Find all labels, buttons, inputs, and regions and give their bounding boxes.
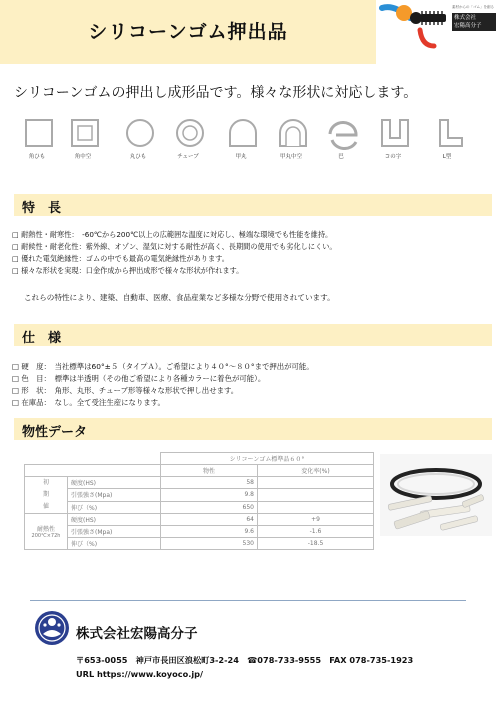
property-change [258, 501, 374, 513]
property-value: 9.8 [161, 489, 258, 501]
property-change: +9 [258, 514, 374, 526]
features-summary: これらの特性により、建築、自動車、医療、食品産業など多様な分野で使用されています。 [24, 293, 335, 302]
intro-text: シリコーンゴムの押出し成形品です。様々な形状に対応します。 [14, 85, 418, 101]
company-logo [34, 610, 70, 650]
solid-circle-icon [123, 118, 163, 150]
company-address: 〒653-0055 神戸市長田区浪松町3-2-24 ☎078-733-9555 FAX 078-735-1923 [76, 655, 414, 665]
spec-item: □ 形 状： 角形、丸形、チューブ形等様々な形状で押し出せます。 [12, 386, 239, 395]
property-value: 530 [161, 538, 258, 550]
shape-label: コの字 [384, 154, 402, 160]
table-title-row [25, 453, 374, 465]
company-url[interactable]: URL https://www.koyoco.jp/ [76, 669, 204, 679]
table-row [25, 538, 374, 550]
specs-header-bar [14, 324, 492, 346]
feature-item: □ 耐候性・耐老化性：紫外線、オゾン、湿気に対する耐性が高く、長期間の使用でも劣化しにくい。 [12, 242, 337, 251]
property-change [258, 477, 374, 489]
logo-tagline: 素材からの「ゴム」を創る [452, 5, 494, 9]
l-shape-icon [432, 118, 472, 150]
logo-badge-line2: 宏陽高分子 [454, 23, 482, 29]
feature-item: □ 様々な形状を実現：口金作成から押出成形で様々な形状が作れます。 [12, 266, 244, 275]
solid-square-icon [22, 118, 62, 150]
shape-label: 丸ひも [129, 154, 147, 160]
table-row [25, 477, 374, 489]
hollow-square-icon [68, 118, 108, 150]
tube-icon [173, 118, 213, 150]
features-heading: 特 長 [22, 201, 62, 216]
spec-item: □ 在庫品： なし。全て受注生産になります。 [12, 398, 165, 407]
table-row [25, 514, 374, 526]
property-name: 引張強さ(Mpa) [68, 489, 161, 501]
shape-label: 角ひも [28, 154, 46, 160]
shape-label: 巴 [338, 154, 344, 160]
property-name: 硬度(HS) [68, 514, 161, 526]
page-title: シリコーンゴム押出品 [88, 21, 288, 43]
property-name: 伸び（%) [68, 538, 161, 550]
property-value: 64 [161, 514, 258, 526]
spec-item: □ 色 目： 標準は半透明（その他ご希望により各種カラーに着色が可能）。 [12, 374, 266, 383]
property-value: 650 [161, 501, 258, 513]
arch-icon [226, 118, 266, 150]
property-value: 9.6 [161, 526, 258, 538]
table-row [25, 489, 374, 501]
u-channel-icon [378, 118, 418, 150]
property-change: -1.6 [258, 526, 374, 538]
shape-label: チューブ [177, 154, 199, 160]
col-header-change: 変化率(%) [258, 465, 374, 477]
property-name: 伸び（%) [68, 501, 161, 513]
company-name: 株式会社宏陽高分子 [76, 626, 198, 642]
company-emblem-icon [34, 610, 70, 646]
silicone-extrusions-image [380, 454, 492, 536]
feature-item: □ 耐熱性・耐寒性： -60℃から200℃以上の広範囲な温度に対応し、極端な環境でも性能を維持。 [12, 230, 333, 239]
shape-label: L型 [442, 154, 452, 160]
col-header-value: 物性 [161, 465, 258, 477]
logo-company-badge [452, 13, 496, 31]
property-change [258, 489, 374, 501]
feature-item: □ 優れた電気絶縁性：ゴムの中でも最高の電気絶縁性があります。 [12, 254, 229, 263]
specs-heading: 仕 様 [22, 331, 62, 346]
property-name: 引張強さ(Mpa) [68, 526, 161, 538]
spec-item: □ 硬 度： 当社標準は60°±５（タイプＡ）。ご希望により４０°～８０°まで押出が可能。 [12, 362, 314, 371]
property-value: 58 [161, 477, 258, 489]
initial-group-label: 初 期 値 [25, 477, 68, 514]
product-photo [380, 454, 492, 536]
table-row [25, 501, 374, 513]
property-change: -18.5 [258, 538, 374, 550]
table-row [25, 526, 374, 538]
property-name: 硬度(HS) [68, 477, 161, 489]
table-title: シリコーンゴム標準品６０° [161, 453, 374, 465]
properties-heading: 物性データ [22, 425, 88, 440]
footer-divider [30, 600, 466, 601]
properties-table [24, 452, 374, 550]
shape-label: 角中空 [74, 154, 92, 160]
features-header-bar [14, 194, 492, 216]
aging-group-label: 耐熱性 200℃×72h [25, 514, 68, 550]
hollow-arch-icon [276, 118, 316, 150]
shape-label: 甲丸中空 [279, 154, 302, 160]
table-header-row [25, 465, 374, 477]
e-shape-icon [326, 118, 366, 150]
logo-badge-line1: 株式会社 [454, 15, 477, 21]
shape-label: 甲丸 [235, 154, 247, 160]
